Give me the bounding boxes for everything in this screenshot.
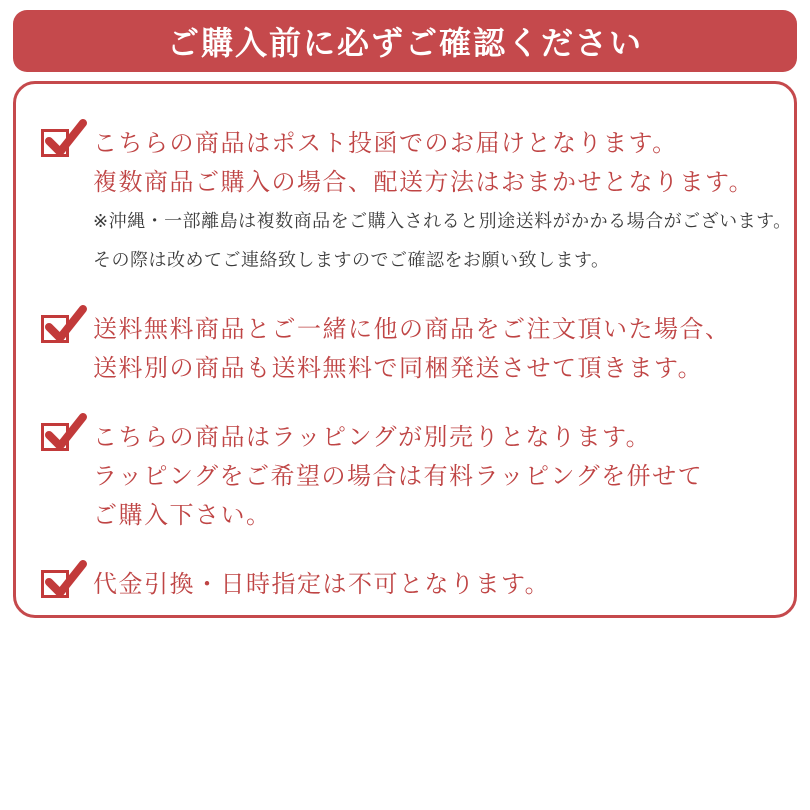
notice-line: 送料別の商品も送料無料で同梱発送させて頂きます。	[93, 355, 704, 382]
notice-item-text	[93, 310, 731, 388]
notice-line: 複数商品ご購入の場合、配送方法はおまかせとなります。	[93, 169, 755, 196]
check-icon	[44, 305, 88, 345]
notice-item-text	[93, 565, 550, 604]
check-icon	[44, 560, 88, 600]
notice-footnote: その際は改めてご連絡致しますのでご確認をお願い致します。	[93, 250, 610, 270]
notice-item-text	[93, 124, 792, 280]
check-icon	[44, 413, 88, 453]
notice-item-free-shipping	[41, 310, 784, 388]
notice-line: 代金引換・日時指定は不可となります。	[93, 571, 551, 598]
notice-line: ラッピングをご希望の場合は有料ラッピングを併せて	[93, 463, 704, 490]
notice-line: 送料無料商品とご一緒に他の商品をご注文頂いた場合、	[93, 316, 731, 343]
notice-header-title: ご購入前に必ずご確認ください	[166, 25, 643, 61]
notice-item-wrapping	[41, 418, 784, 535]
notice-line: こちらの商品はラッピングが別売りとなります。	[93, 424, 652, 451]
checked-checkbox-icon	[41, 570, 69, 598]
notice-header-banner	[13, 10, 797, 72]
notice-box	[13, 81, 797, 618]
notice-item-payment	[41, 565, 784, 604]
notice-line: こちらの商品はポスト投函でのお届けとなります。	[93, 130, 678, 157]
notice-line: ご購入下さい。	[93, 502, 272, 529]
checked-checkbox-icon	[41, 423, 69, 451]
check-icon	[44, 119, 88, 159]
notice-item-text	[93, 418, 703, 535]
notice-footnote: ※沖縄・一部離島は複数商品をご購入されると別途送料がかかる場合がございます。	[93, 211, 792, 231]
checked-checkbox-icon	[41, 129, 69, 157]
checked-checkbox-icon	[41, 315, 69, 343]
notice-item-delivery	[41, 124, 792, 280]
